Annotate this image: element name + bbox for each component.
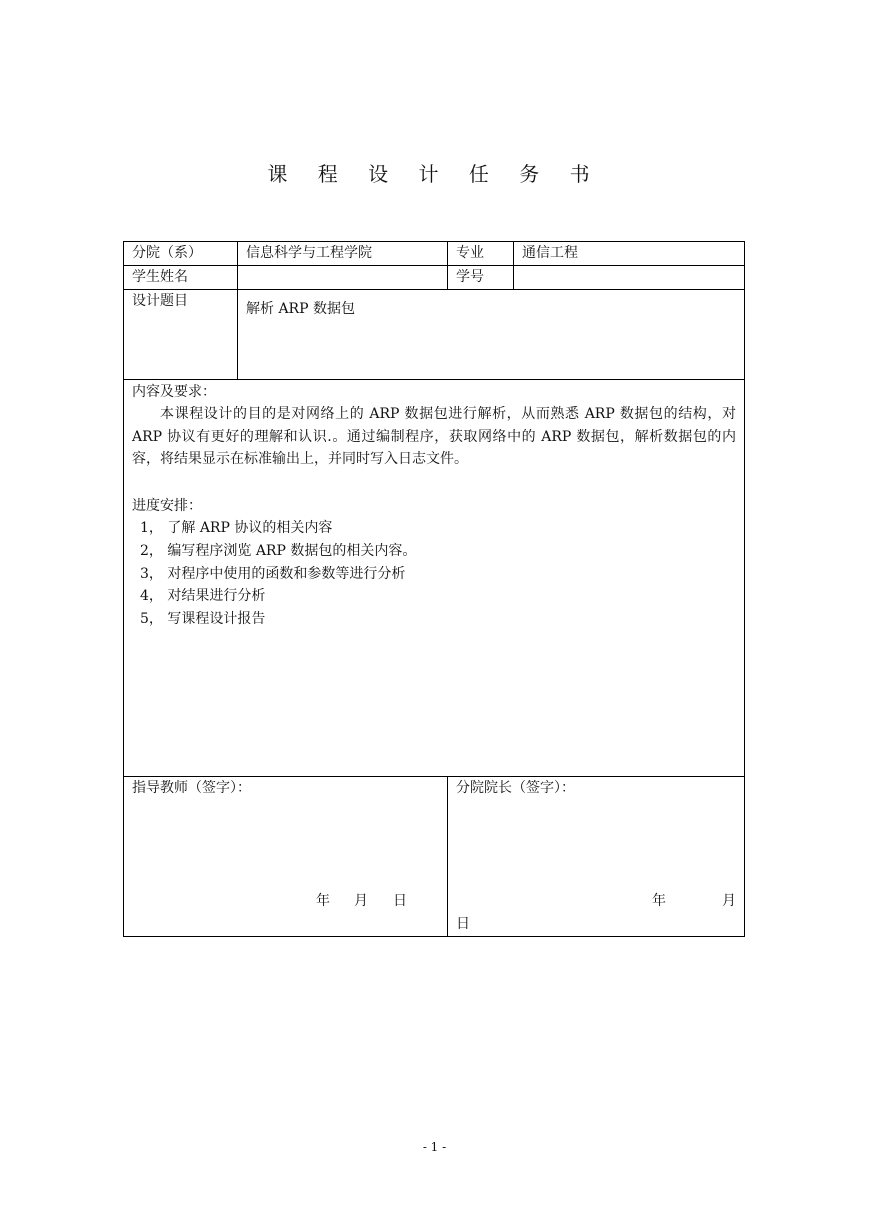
dean-date-day: 日	[456, 916, 470, 932]
id-label: 学号	[456, 269, 484, 285]
schedule-item	[140, 540, 416, 562]
major-label: 专业	[456, 245, 484, 261]
major-value: 通信工程	[522, 245, 578, 261]
dean-signature-cell	[448, 777, 745, 937]
schedule-item-text: 对结果进行分析	[167, 588, 266, 604]
advisor-date-year: 年	[316, 893, 330, 909]
dept-value-cell	[238, 242, 448, 266]
schedule-item-num: 3，	[140, 566, 163, 582]
content-heading: 内容及要求：	[132, 384, 216, 400]
schedule-item-text: 对程序中使用的函数和参数等进行分析	[167, 566, 406, 582]
schedule-item-text: 编写程序浏览 ARP 数据包的相关内容。	[167, 543, 417, 559]
content-cell	[124, 380, 745, 777]
schedule-item-num: 1，	[140, 520, 163, 536]
advisor-label: 指导教师（签字）：	[132, 780, 251, 796]
dept-label: 分院（系）	[132, 245, 202, 261]
id-label-cell	[448, 266, 514, 290]
schedule-item	[140, 585, 265, 607]
advisor-signature-cell	[124, 777, 448, 937]
schedule-item-num: 5，	[140, 611, 163, 627]
dean-date-year: 年	[652, 893, 666, 909]
dean-label: 分院院长（签字）：	[456, 780, 575, 796]
page-number: - 1 -	[422, 1140, 447, 1154]
schedule-item-text: 写课程设计报告	[167, 611, 266, 627]
schedule-heading: 进度安排：	[132, 498, 202, 514]
schedule-item-num: 2，	[140, 543, 163, 559]
dean-date-month: 月	[722, 893, 736, 909]
schedule-item	[140, 517, 332, 539]
topic-value-cell	[238, 290, 745, 380]
student-value-cell	[238, 266, 448, 290]
major-value-cell	[514, 242, 745, 266]
id-value-cell	[514, 266, 745, 290]
task-table	[123, 241, 745, 937]
topic-label-cell	[124, 290, 238, 380]
schedule-item-num: 4，	[140, 588, 163, 604]
student-label: 学生姓名	[132, 269, 188, 285]
topic-value: 解析 ARP 数据包	[246, 301, 355, 317]
advisor-date-month: 月	[354, 893, 368, 909]
content-paragraph	[132, 403, 736, 471]
schedule-item	[140, 563, 405, 585]
schedule-item	[140, 608, 265, 630]
document-title: 课 程 设 计 任 务 书	[267, 162, 602, 186]
schedule-item-text: 了解 ARP 协议的相关内容	[167, 520, 333, 536]
dept-value: 信息科学与工程学院	[246, 245, 372, 261]
student-label-cell	[124, 266, 238, 290]
advisor-date-day: 日	[393, 893, 407, 909]
dept-label-cell	[124, 242, 238, 266]
content-paragraph-text: 本课程设计的目的是对网络上的 ARP 数据包进行解析，从而熟悉 ARP 数据包的结构，对 ARP 协议有更好的理解和认识.。通过编制程序，获取网络中的 ARP 数据包，解析数据包的内容，将结果显示在标准输出上，并同时写入日志文件。	[132, 406, 736, 467]
topic-label: 设计题目	[132, 293, 188, 309]
major-label-cell	[448, 242, 514, 266]
